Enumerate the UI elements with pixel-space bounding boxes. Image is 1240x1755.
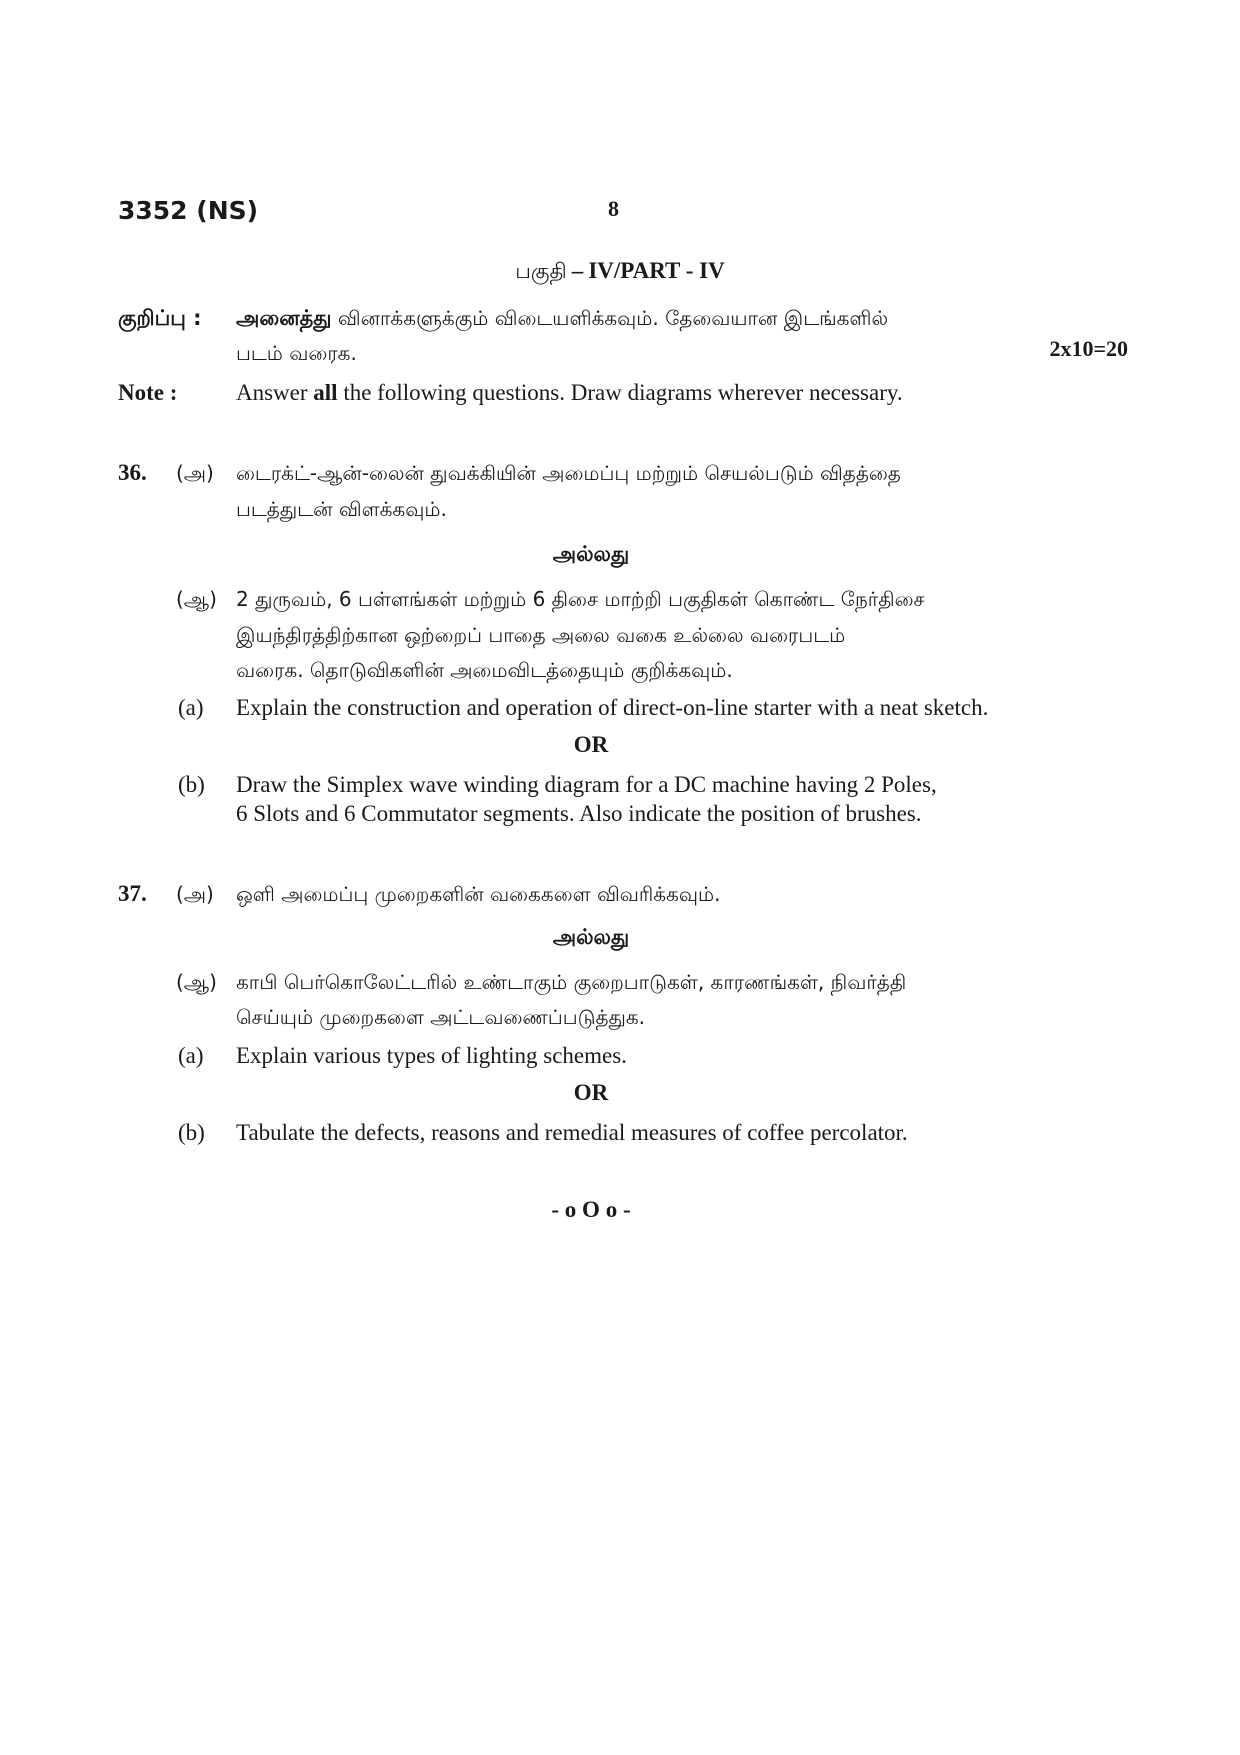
paper-code: 3352 (NS) bbox=[118, 196, 259, 225]
q37-b-ta-line1: காபி பெர்கொலேட்டரில் உண்டாகும் குறைபாடுகள், காரணங்கள், நிவர்த்தி bbox=[236, 970, 907, 994]
page-number: 8 bbox=[608, 196, 619, 221]
q37-a-en-label: (a) bbox=[178, 1043, 204, 1068]
q36-a-en-label: (a) bbox=[178, 695, 204, 720]
q36-b-ta-line2: இயந்திரத்திற்கான ஒற்றைப் பாதை அலை வகை உல்லை வரைபடம் bbox=[236, 623, 846, 647]
q37-b-ta-label: (ஆ) bbox=[176, 970, 217, 994]
part-title bbox=[0, 258, 1240, 286]
q36-b-ta-line1: 2 துருவம், 6 பள்ளங்கள் மற்றும் 6 திசை மாற்றி பகுதிகள் கொண்ட நேர்திசை bbox=[236, 587, 925, 611]
q37-a-en-text: Explain various types of lighting schemes. bbox=[236, 1043, 627, 1068]
note-ta-line1-rest: வினாக்களுக்கும் விடையளிக்கவும். தேவையான இடங்களில் bbox=[337, 306, 889, 330]
question-36-number: 36. bbox=[118, 460, 147, 485]
note-ta-emph: அனைத்து bbox=[236, 306, 332, 330]
q36-or-ta: அல்லது bbox=[552, 542, 630, 566]
q36-or-en: OR bbox=[573, 732, 609, 757]
q37-a-ta-line1: ஒளி அமைப்பு முறைகளின் வகைகளை விவரிக்கவும். bbox=[236, 882, 721, 906]
q36-a-en-text: Explain the construction and operation of direct-on-line starter with a neat sketch. bbox=[236, 695, 989, 720]
q37-b-en-text: Tabulate the defects, reasons and remedial measures of coffee percolator. bbox=[236, 1120, 908, 1145]
note-en-emph: all bbox=[313, 380, 338, 405]
note-en-after: the following questions. Draw diagrams wherever necessary. bbox=[343, 380, 903, 405]
part-title-ta: பகுதி bbox=[515, 259, 567, 283]
note-en-text bbox=[236, 380, 903, 406]
q36-a-ta-label: (அ) bbox=[176, 461, 214, 485]
note-ta-line1 bbox=[236, 306, 888, 333]
note-ta-label: குறிப்பு : bbox=[118, 306, 202, 330]
part-title-sep: – bbox=[571, 258, 584, 283]
note-en-label: Note : bbox=[118, 380, 178, 405]
q36-b-en-line1: Draw the Simplex wave winding diagram for a DC machine having 2 Poles, bbox=[236, 772, 937, 797]
q37-or-en: OR bbox=[573, 1080, 609, 1105]
end-mark: - o O o - bbox=[551, 1197, 631, 1222]
q36-a-ta-line1: டைரக்ட்-ஆன்-லைன் துவக்கியின் அமைப்பு மற்றும் செயல்படும் விதத்தை bbox=[236, 461, 901, 485]
part-title-en: IV/PART - IV bbox=[588, 258, 725, 283]
q36-a-ta-line2: படத்துடன் விளக்கவும். bbox=[236, 497, 447, 521]
note-ta-line2: படம் வரைக. bbox=[236, 341, 357, 365]
question-37-number: 37. bbox=[118, 881, 147, 906]
q37-b-en-label: (b) bbox=[178, 1120, 205, 1145]
q37-or-ta: அல்லது bbox=[552, 925, 630, 949]
q36-b-ta-line3: வரைக. தொடுவிகளின் அமைவிடத்தையும் குறிக்கவும். bbox=[236, 658, 733, 682]
q36-b-en-line2: 6 Slots and 6 Commutator segments. Also indicate the position of brushes. bbox=[236, 801, 922, 826]
q36-b-en-label: (b) bbox=[178, 772, 205, 797]
q36-b-ta-label: (ஆ) bbox=[176, 587, 217, 611]
q37-a-ta-label: (அ) bbox=[176, 882, 214, 906]
note-en-before: Answer bbox=[236, 380, 308, 405]
q37-b-ta-line2: செய்யும் முறைகளை அட்டவணைப்படுத்துக. bbox=[236, 1005, 645, 1029]
marks-allocation: 2x10=20 bbox=[1049, 336, 1128, 361]
